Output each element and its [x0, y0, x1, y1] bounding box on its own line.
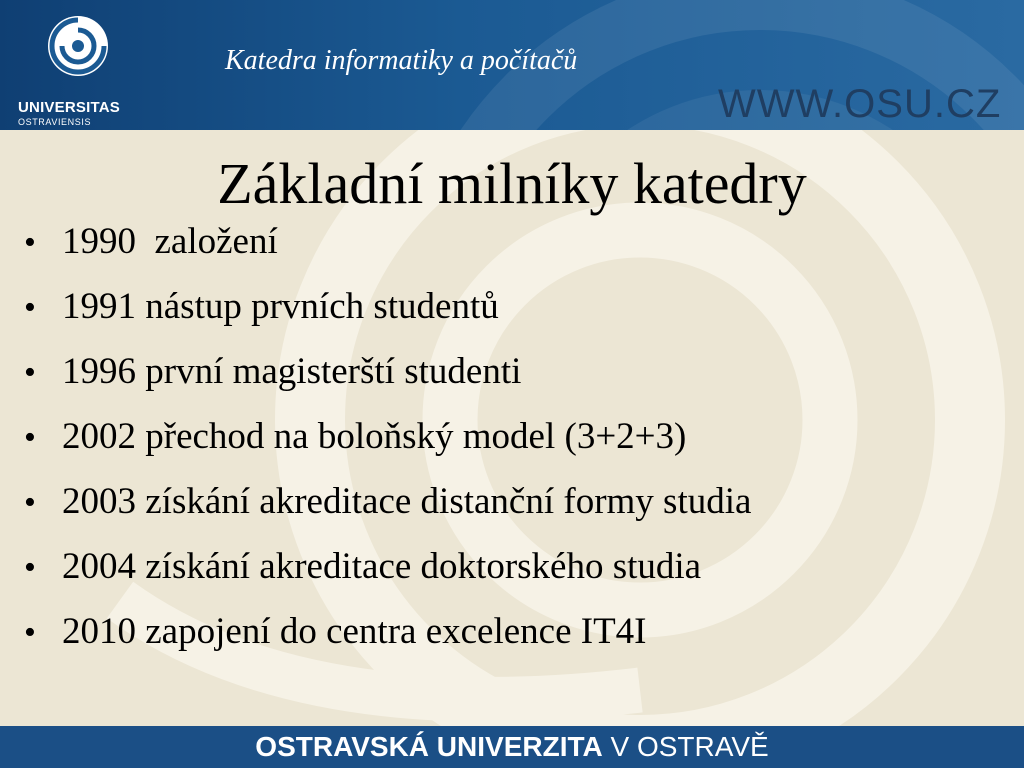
university-logo	[10, 10, 130, 125]
list-item-text: 2002 přechod na boloňský model (3+2+3)	[62, 416, 687, 457]
bullet-icon: •	[24, 354, 36, 391]
bullet-icon: •	[24, 224, 36, 261]
list-item	[24, 350, 751, 415]
list-item	[24, 545, 751, 610]
list-item-text: 1990 založení	[62, 221, 278, 262]
list-item-text: 2010 zapojení do centra excelence IT4I	[62, 611, 647, 652]
list-item-text: 2003 získání akreditace distanční formy studia	[62, 481, 752, 522]
website-label: WWW.OSU.CZ	[718, 82, 1002, 126]
list-item	[24, 610, 751, 675]
list-item	[24, 285, 751, 350]
swirl-logo-icon	[46, 14, 110, 78]
footer-city: V OSTRAVĚ	[602, 731, 769, 762]
footer-banner	[0, 726, 1024, 768]
list-item	[24, 415, 751, 480]
bullet-icon: •	[24, 419, 36, 456]
milestone-list	[24, 220, 751, 675]
list-item	[24, 480, 751, 545]
list-item-text: 1996 první magisterští studenti	[62, 351, 522, 392]
logo-name: UNIVERSITAS	[18, 99, 120, 116]
department-name: Katedra informatiky a počítačů	[225, 45, 578, 76]
bullet-icon: •	[24, 549, 36, 586]
header-banner	[0, 0, 1024, 130]
footer-university-name: OSTRAVSKÁ UNIVERZITA	[255, 731, 603, 762]
list-item-text: 1991 nástup prvních studentů	[62, 286, 499, 327]
list-item	[24, 220, 751, 285]
bullet-icon: •	[24, 614, 36, 651]
logo-subtitle: OSTRAVIENSIS	[18, 117, 92, 127]
list-item-text: 2004 získání akreditace doktorského studia	[62, 546, 702, 587]
bullet-icon: •	[24, 484, 36, 521]
bullet-icon: •	[24, 289, 36, 326]
slide-title: Základní milníky katedry	[217, 151, 807, 216]
